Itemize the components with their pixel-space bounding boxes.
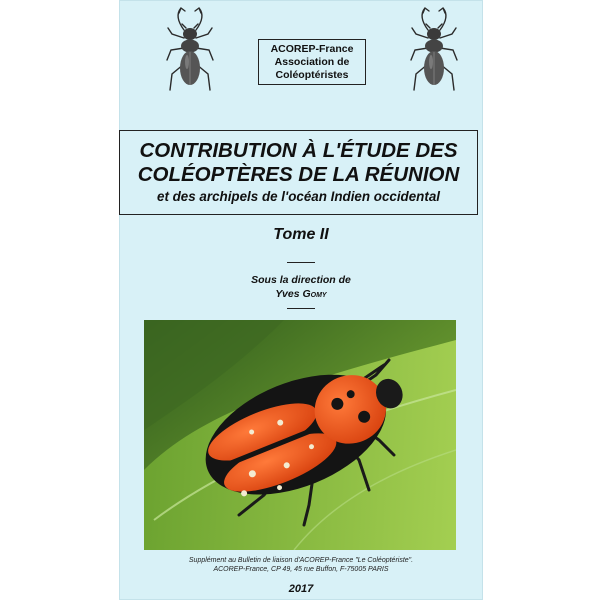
stag-beetle-icon	[406, 4, 462, 106]
editor-block	[119, 273, 483, 301]
editor-name	[119, 287, 483, 301]
title-box	[119, 130, 478, 215]
book-cover	[119, 0, 483, 600]
beetle-on-leaf-image	[144, 320, 456, 550]
association-type: Association de	[274, 55, 350, 68]
volume-label: Tome II	[273, 226, 329, 243]
title-line-1: CONTRIBUTION À L'ÉTUDE DES	[139, 139, 458, 162]
association-box	[258, 39, 366, 85]
supplement-note	[119, 556, 483, 574]
association-name: ACOREP-France	[270, 42, 354, 55]
supplement-line-1: Supplément au Bulletin de liaison d'ACOREP-France "Le Coléoptériste".	[188, 557, 414, 564]
editor-label: Sous la direction de	[251, 274, 351, 286]
divider-top	[287, 262, 315, 263]
editor-first-name: Yves	[275, 288, 300, 300]
supplement-line-2: ACOREP-France, CP 49, 45 rue Buffon, F-75005 PARIS	[213, 566, 389, 573]
divider-bottom	[287, 308, 315, 309]
stag-beetle-icon	[162, 4, 218, 106]
cover-photo	[144, 320, 456, 550]
subtitle: et des archipels de l'océan Indien occidental	[157, 189, 440, 204]
association-members: Coléoptéristes	[275, 68, 349, 81]
editor-last-name: Gomy	[302, 288, 327, 300]
title-line-2: COLÉOPTÈRES DE LA RÉUNION	[137, 163, 460, 186]
publication-year: 2017	[288, 583, 314, 595]
